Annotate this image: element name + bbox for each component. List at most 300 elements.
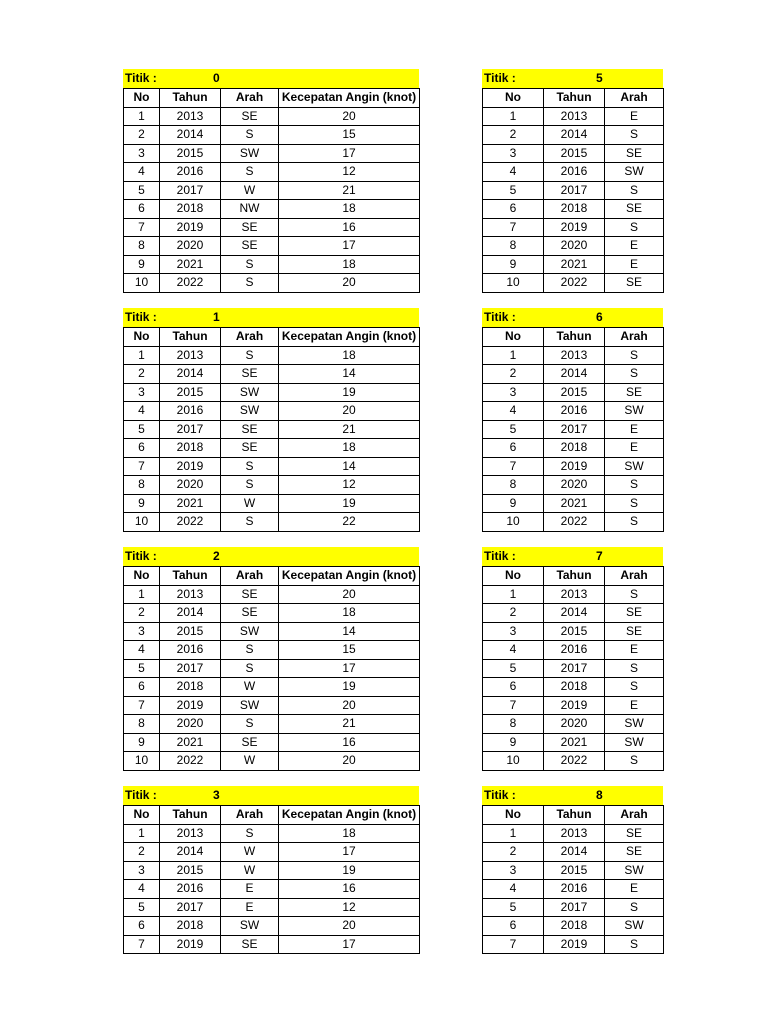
table-cell: S xyxy=(221,274,279,293)
table-row xyxy=(483,402,664,421)
table-cell: 2016 xyxy=(544,163,605,182)
table-row xyxy=(124,365,420,384)
table-cell: SW xyxy=(605,402,664,421)
table-row xyxy=(124,935,420,954)
table-cell: W xyxy=(221,843,279,862)
table-cell: 2016 xyxy=(544,880,605,899)
table-cell: 2020 xyxy=(160,476,221,495)
table-cell: 17 xyxy=(279,237,420,256)
wind-data-table xyxy=(123,805,420,954)
column-header: Arah xyxy=(221,806,279,825)
table-cell: 20 xyxy=(279,696,420,715)
table-cell: 4 xyxy=(483,880,544,899)
table-cell: SW xyxy=(605,163,664,182)
table-row xyxy=(483,715,664,734)
table-cell: 7 xyxy=(483,696,544,715)
table-cell: 3 xyxy=(124,383,160,402)
table-cell: 6 xyxy=(483,439,544,458)
table-row xyxy=(483,181,664,200)
table-cell: 10 xyxy=(124,513,160,532)
table-row xyxy=(124,255,420,274)
table-cell: 2017 xyxy=(544,420,605,439)
table-cell: 5 xyxy=(483,420,544,439)
table-cell: 2018 xyxy=(544,917,605,936)
table-cell: S xyxy=(605,585,664,604)
table-header-row xyxy=(124,89,420,108)
table-cell: SE xyxy=(221,733,279,752)
table-cell: 2014 xyxy=(544,604,605,623)
table-row xyxy=(124,585,420,604)
table-cell: 1 xyxy=(483,346,544,365)
table-cell: 2013 xyxy=(160,107,221,126)
column-header: Tahun xyxy=(160,567,221,586)
table-row xyxy=(124,346,420,365)
table-cell: 2014 xyxy=(160,365,221,384)
table-cell: S xyxy=(605,218,664,237)
table-row xyxy=(483,824,664,843)
column-header: Tahun xyxy=(160,89,221,108)
table-cell: E xyxy=(221,898,279,917)
table-cell: 16 xyxy=(279,218,420,237)
table-cell: SE xyxy=(605,200,664,219)
table-cell: 2019 xyxy=(544,696,605,715)
column-header: Arah xyxy=(605,328,664,347)
table-cell: E xyxy=(605,696,664,715)
table-cell: 2 xyxy=(124,365,160,384)
table-cell: SE xyxy=(605,604,664,623)
table-cell: 2022 xyxy=(544,274,605,293)
table-cell: E xyxy=(221,880,279,899)
table-cell: 7 xyxy=(483,457,544,476)
table-cell: 2018 xyxy=(160,917,221,936)
table-cell: S xyxy=(605,935,664,954)
titik-block-left-1 xyxy=(123,308,419,532)
table-cell: S xyxy=(221,641,279,660)
table-cell: 2015 xyxy=(544,144,605,163)
table-cell: 10 xyxy=(483,752,544,771)
table-cell: S xyxy=(605,126,664,145)
table-row xyxy=(124,917,420,936)
table-cell: 18 xyxy=(279,346,420,365)
table-cell: 2016 xyxy=(160,163,221,182)
table-cell: SE xyxy=(221,237,279,256)
table-cell: S xyxy=(605,678,664,697)
table-cell: 2 xyxy=(483,604,544,623)
table-row xyxy=(124,126,420,145)
table-cell: 2019 xyxy=(160,696,221,715)
column-header: Arah xyxy=(221,328,279,347)
table-cell: 20 xyxy=(279,917,420,936)
table-cell: 9 xyxy=(124,255,160,274)
table-cell: SE xyxy=(221,585,279,604)
table-row xyxy=(124,402,420,421)
table-cell: 2015 xyxy=(544,861,605,880)
table-cell: 2020 xyxy=(544,237,605,256)
table-cell: 8 xyxy=(483,476,544,495)
table-cell: SE xyxy=(605,843,664,862)
table-cell: E xyxy=(605,107,664,126)
table-cell: 2017 xyxy=(160,898,221,917)
column-header: Tahun xyxy=(544,567,605,586)
table-cell: 7 xyxy=(483,218,544,237)
table-row xyxy=(124,457,420,476)
table-cell: 2013 xyxy=(160,824,221,843)
table-cell: 2017 xyxy=(160,181,221,200)
table-cell: 2017 xyxy=(544,181,605,200)
table-cell: 4 xyxy=(124,641,160,660)
table-cell: 14 xyxy=(279,622,420,641)
table-cell: SW xyxy=(605,861,664,880)
table-row xyxy=(483,678,664,697)
titik-number: 6 xyxy=(596,310,603,324)
table-cell: 1 xyxy=(483,585,544,604)
column-header: Tahun xyxy=(160,806,221,825)
table-row xyxy=(483,696,664,715)
column-header: Kecepatan Angin (knot) xyxy=(279,89,420,108)
table-cell: 10 xyxy=(124,274,160,293)
table-cell: SW xyxy=(605,917,664,936)
table-cell: 2014 xyxy=(160,843,221,862)
titik-number: 5 xyxy=(596,71,603,85)
table-cell: 18 xyxy=(279,255,420,274)
column-header: Kecepatan Angin (knot) xyxy=(279,567,420,586)
table-header-row xyxy=(483,328,664,347)
table-cell: S xyxy=(605,476,664,495)
table-cell: 3 xyxy=(483,144,544,163)
titik-title-row xyxy=(123,786,419,805)
titik-label: Titik : xyxy=(125,549,157,563)
wind-data-table xyxy=(123,327,420,532)
table-cell: 2018 xyxy=(544,678,605,697)
table-cell: SE xyxy=(605,824,664,843)
table-cell: 3 xyxy=(124,622,160,641)
table-cell: 6 xyxy=(124,678,160,697)
table-cell: 7 xyxy=(124,457,160,476)
table-row xyxy=(483,218,664,237)
table-cell: 2019 xyxy=(544,218,605,237)
table-row xyxy=(483,935,664,954)
table-cell: S xyxy=(605,752,664,771)
table-row xyxy=(124,696,420,715)
wind-data-table xyxy=(482,805,664,954)
table-row xyxy=(483,420,664,439)
titik-title-row xyxy=(123,547,419,566)
table-cell: S xyxy=(221,513,279,532)
table-cell: 2021 xyxy=(160,494,221,513)
table-cell: 8 xyxy=(483,715,544,734)
table-cell: 2020 xyxy=(544,715,605,734)
table-cell: 6 xyxy=(483,200,544,219)
titik-block-right-3 xyxy=(482,786,663,954)
table-cell: 22 xyxy=(279,513,420,532)
table-row xyxy=(483,457,664,476)
table-row xyxy=(124,715,420,734)
table-cell: 2018 xyxy=(160,678,221,697)
table-cell: SW xyxy=(221,917,279,936)
table-cell: W xyxy=(221,861,279,880)
table-cell: 2013 xyxy=(544,824,605,843)
table-row xyxy=(483,641,664,660)
table-cell: 8 xyxy=(124,476,160,495)
titik-label: Titik : xyxy=(125,71,157,85)
table-header-row xyxy=(483,806,664,825)
table-cell: 2017 xyxy=(160,659,221,678)
table-row xyxy=(124,843,420,862)
table-cell: 2 xyxy=(483,843,544,862)
table-cell: 12 xyxy=(279,476,420,495)
table-row xyxy=(483,604,664,623)
titik-label: Titik : xyxy=(125,788,157,802)
table-cell: 5 xyxy=(124,420,160,439)
table-cell: 19 xyxy=(279,494,420,513)
table-row xyxy=(124,383,420,402)
table-cell: SE xyxy=(605,144,664,163)
table-cell: 15 xyxy=(279,641,420,660)
table-cell: 3 xyxy=(124,144,160,163)
table-cell: 2016 xyxy=(160,641,221,660)
table-cell: 16 xyxy=(279,733,420,752)
titik-number: 2 xyxy=(213,549,220,563)
table-cell: 3 xyxy=(483,622,544,641)
table-row xyxy=(483,200,664,219)
table-cell: 2017 xyxy=(160,420,221,439)
table-row xyxy=(124,439,420,458)
column-header: Arah xyxy=(221,89,279,108)
table-cell: 3 xyxy=(124,861,160,880)
table-row xyxy=(483,843,664,862)
table-row xyxy=(124,752,420,771)
table-cell: SE xyxy=(221,218,279,237)
table-cell: 2019 xyxy=(160,457,221,476)
table-cell: 6 xyxy=(483,678,544,697)
table-cell: SE xyxy=(221,107,279,126)
table-cell: 2019 xyxy=(544,935,605,954)
table-cell: SE xyxy=(221,420,279,439)
table-cell: 5 xyxy=(124,898,160,917)
table-cell: 2014 xyxy=(544,843,605,862)
table-cell: SW xyxy=(221,383,279,402)
table-cell: 2016 xyxy=(160,402,221,421)
table-cell: 10 xyxy=(124,752,160,771)
table-cell: S xyxy=(605,659,664,678)
table-cell: 3 xyxy=(483,861,544,880)
table-row xyxy=(124,678,420,697)
table-cell: 12 xyxy=(279,163,420,182)
table-row xyxy=(124,274,420,293)
table-cell: 20 xyxy=(279,752,420,771)
table-cell: 2018 xyxy=(160,200,221,219)
table-header-row xyxy=(124,806,420,825)
table-cell: 20 xyxy=(279,585,420,604)
table-row xyxy=(483,346,664,365)
table-cell: S xyxy=(221,457,279,476)
table-row xyxy=(124,861,420,880)
table-cell: 15 xyxy=(279,126,420,145)
table-cell: 9 xyxy=(124,494,160,513)
titik-block-left-2 xyxy=(123,547,419,771)
table-cell: 2019 xyxy=(160,218,221,237)
table-cell: SW xyxy=(221,622,279,641)
table-cell: SW xyxy=(605,715,664,734)
table-cell: 2014 xyxy=(544,126,605,145)
table-cell: 2 xyxy=(124,604,160,623)
table-cell: SE xyxy=(221,604,279,623)
table-row xyxy=(483,659,664,678)
table-cell: 1 xyxy=(124,346,160,365)
table-row xyxy=(124,200,420,219)
table-row xyxy=(483,163,664,182)
table-cell: 9 xyxy=(124,733,160,752)
table-cell: 2013 xyxy=(544,346,605,365)
table-cell: S xyxy=(605,898,664,917)
table-row xyxy=(124,641,420,660)
table-cell: 6 xyxy=(483,917,544,936)
table-cell: W xyxy=(221,678,279,697)
table-cell: 4 xyxy=(124,163,160,182)
table-cell: 2020 xyxy=(160,715,221,734)
titik-number: 8 xyxy=(596,788,603,802)
table-cell: 6 xyxy=(124,917,160,936)
table-cell: W xyxy=(221,181,279,200)
table-cell: 2022 xyxy=(160,274,221,293)
table-cell: 2014 xyxy=(544,365,605,384)
titik-title-row xyxy=(482,308,663,327)
table-row xyxy=(483,365,664,384)
table-cell: 2013 xyxy=(544,107,605,126)
table-cell: 10 xyxy=(483,274,544,293)
column-header: Arah xyxy=(605,89,664,108)
table-cell: 17 xyxy=(279,144,420,163)
table-cell: 2021 xyxy=(160,733,221,752)
column-header: Kecepatan Angin (knot) xyxy=(279,328,420,347)
table-cell: SE xyxy=(221,365,279,384)
table-cell: 6 xyxy=(124,439,160,458)
table-row xyxy=(124,513,420,532)
table-row xyxy=(124,218,420,237)
table-cell: 18 xyxy=(279,604,420,623)
table-cell: 19 xyxy=(279,861,420,880)
table-row xyxy=(124,622,420,641)
table-cell: 2015 xyxy=(160,383,221,402)
titik-title-row xyxy=(482,69,663,88)
wind-data-table xyxy=(482,566,664,771)
table-cell: S xyxy=(221,659,279,678)
table-cell: 16 xyxy=(279,880,420,899)
table-cell: 8 xyxy=(483,237,544,256)
table-cell: 2013 xyxy=(544,585,605,604)
table-cell: 2019 xyxy=(160,935,221,954)
table-cell: 5 xyxy=(483,181,544,200)
table-cell: E xyxy=(605,880,664,899)
column-header: Kecepatan Angin (knot) xyxy=(279,806,420,825)
table-cell: 2 xyxy=(483,365,544,384)
table-row xyxy=(124,898,420,917)
table-cell: SE xyxy=(221,439,279,458)
table-cell: 4 xyxy=(483,641,544,660)
table-header-row xyxy=(483,567,664,586)
table-row xyxy=(483,274,664,293)
table-cell: 2017 xyxy=(544,898,605,917)
table-cell: 3 xyxy=(483,383,544,402)
table-cell: SE xyxy=(605,274,664,293)
table-cell: 1 xyxy=(483,107,544,126)
table-cell: 5 xyxy=(483,659,544,678)
column-header: Arah xyxy=(605,567,664,586)
table-cell: 2 xyxy=(483,126,544,145)
table-cell: E xyxy=(605,439,664,458)
table-cell: 2022 xyxy=(160,752,221,771)
table-row xyxy=(483,622,664,641)
table-cell: S xyxy=(221,255,279,274)
column-header: Tahun xyxy=(160,328,221,347)
table-cell: E xyxy=(605,420,664,439)
table-cell: S xyxy=(605,513,664,532)
table-cell: SE xyxy=(605,622,664,641)
table-row xyxy=(483,494,664,513)
table-cell: 21 xyxy=(279,181,420,200)
table-row xyxy=(124,733,420,752)
table-cell: 1 xyxy=(124,824,160,843)
column-header: No xyxy=(124,89,160,108)
table-row xyxy=(124,144,420,163)
table-cell: 20 xyxy=(279,274,420,293)
table-cell: S xyxy=(221,715,279,734)
table-header-row xyxy=(124,328,420,347)
table-cell: 8 xyxy=(124,237,160,256)
column-header: Tahun xyxy=(544,328,605,347)
table-cell: S xyxy=(221,346,279,365)
table-cell: 9 xyxy=(483,494,544,513)
table-cell: S xyxy=(221,126,279,145)
table-cell: S xyxy=(605,365,664,384)
table-cell: 1 xyxy=(124,107,160,126)
table-cell: 19 xyxy=(279,678,420,697)
table-cell: 2015 xyxy=(160,144,221,163)
table-cell: 2021 xyxy=(544,733,605,752)
table-cell: 5 xyxy=(124,181,160,200)
table-cell: 20 xyxy=(279,107,420,126)
table-cell: 2021 xyxy=(544,494,605,513)
table-row xyxy=(483,107,664,126)
table-header-row xyxy=(483,89,664,108)
table-cell: SW xyxy=(605,457,664,476)
column-header: No xyxy=(483,806,544,825)
table-row xyxy=(483,383,664,402)
table-cell: E xyxy=(605,237,664,256)
table-cell: 2015 xyxy=(160,622,221,641)
table-cell: 4 xyxy=(124,402,160,421)
table-cell: 2018 xyxy=(544,439,605,458)
table-row xyxy=(483,917,664,936)
table-cell: 2020 xyxy=(160,237,221,256)
table-cell: 18 xyxy=(279,439,420,458)
titik-block-left-3 xyxy=(123,786,419,954)
table-cell: 2022 xyxy=(160,513,221,532)
table-cell: 21 xyxy=(279,715,420,734)
table-row xyxy=(124,181,420,200)
table-cell: E xyxy=(605,641,664,660)
table-row xyxy=(483,237,664,256)
table-row xyxy=(483,585,664,604)
table-cell: 17 xyxy=(279,935,420,954)
table-cell: 4 xyxy=(483,402,544,421)
table-cell: 8 xyxy=(124,715,160,734)
table-cell: 7 xyxy=(483,935,544,954)
table-row xyxy=(483,880,664,899)
table-cell: 17 xyxy=(279,659,420,678)
table-header-row xyxy=(124,567,420,586)
table-cell: 7 xyxy=(124,696,160,715)
